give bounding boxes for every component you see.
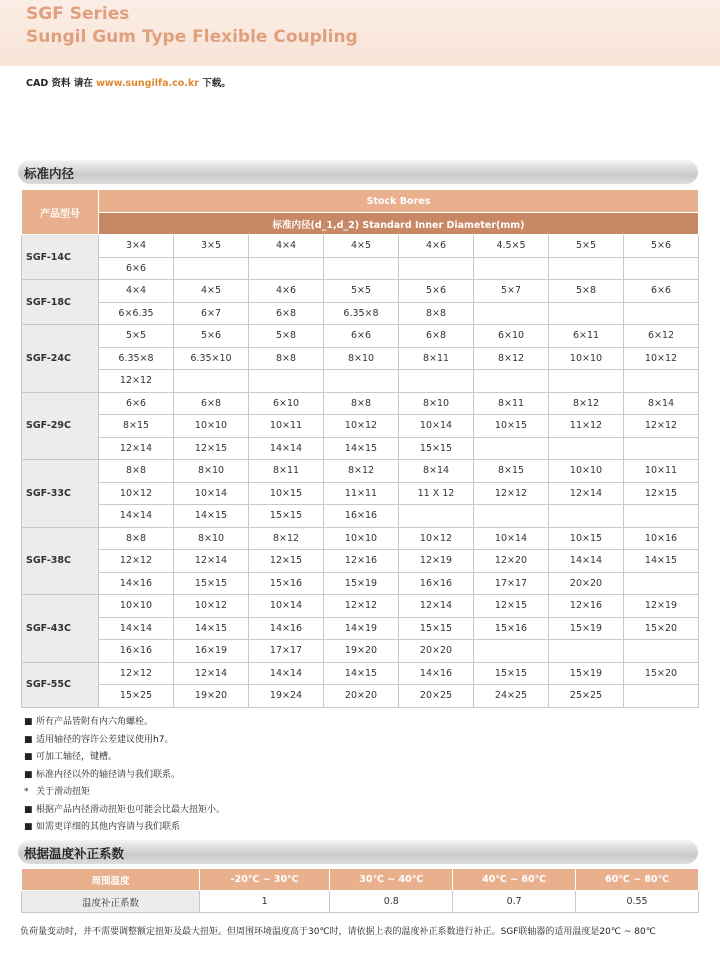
cad-suffix: 下载。: [198, 78, 231, 89]
temp-value-cell: 0.7: [453, 891, 576, 913]
bore-cell: 14×15: [174, 505, 249, 528]
bore-cell: 15×25: [99, 685, 174, 708]
bore-cell: 14×19: [324, 617, 399, 640]
bore-cell: 16×19: [174, 640, 249, 663]
table-row: [22, 437, 699, 460]
table-row: [22, 280, 699, 303]
bore-cell: 10×12: [324, 415, 399, 438]
bore-cell: 6×11: [549, 325, 624, 348]
table-row: [22, 505, 699, 528]
bore-cell: 10×10: [549, 460, 624, 483]
bore-cell: 6×6: [99, 257, 174, 280]
cad-download-note: [26, 75, 231, 89]
note-text: 可加工轴径，键槽。: [36, 752, 118, 762]
bore-cell: 15×15: [174, 572, 249, 595]
bore-cell: 15×15: [399, 617, 474, 640]
table-row: [22, 482, 699, 505]
bore-cell: 12×14: [399, 595, 474, 618]
bore-cell: 10×11: [624, 460, 699, 483]
bore-cell: 10×12: [174, 595, 249, 618]
bore-cell: 12×12: [474, 482, 549, 505]
bullet-icon: ■: [24, 734, 33, 745]
bore-cell: 8×8: [324, 392, 399, 415]
bore-cell: 12×12: [99, 550, 174, 573]
bore-cell: 14×14: [249, 437, 324, 460]
header-standard-inner-diameter: 标准内径(d_1,d_2) Standard Inner Diameter(mm): [99, 213, 699, 235]
bore-cell: [624, 302, 699, 325]
note-text: 如需更详细的其他内容请与我们联系: [36, 822, 181, 832]
bore-cell: 12×15: [174, 437, 249, 460]
table-row: [22, 685, 699, 708]
bore-cell: 8×11: [249, 460, 324, 483]
bore-cell: [624, 257, 699, 280]
bore-cell: 4×4: [99, 280, 174, 303]
bore-cell: 8×12: [474, 347, 549, 370]
bore-cell: 10×16: [624, 527, 699, 550]
bores-section-header: [18, 160, 698, 184]
bore-cell: 4×6: [399, 235, 474, 258]
bore-cell: 8×12: [249, 527, 324, 550]
bore-cell: 15×15: [399, 437, 474, 460]
bore-cell: 14×14: [249, 662, 324, 685]
bore-cell: 5×5: [324, 280, 399, 303]
bullet-icon: ■: [24, 752, 33, 762]
bore-cell: 8×12: [324, 460, 399, 483]
bore-cell: 10×10: [324, 527, 399, 550]
bore-cell: 14×15: [174, 617, 249, 640]
bore-cell: 4×5: [174, 280, 249, 303]
bullet-icon: ■: [24, 822, 33, 832]
note-text: 关于滑动扭矩: [36, 787, 91, 797]
bore-cell: [474, 505, 549, 528]
bore-cell: 4×4: [249, 235, 324, 258]
bore-cell: [324, 257, 399, 280]
bore-cell: [474, 302, 549, 325]
table-row: [22, 640, 699, 663]
bore-cell: 20×20: [399, 640, 474, 663]
bore-cell: 15×16: [474, 617, 549, 640]
bore-cell: 12×14: [549, 482, 624, 505]
bore-cell: 5×7: [474, 280, 549, 303]
bore-cell: 12×15: [624, 482, 699, 505]
bore-cell: 14×15: [324, 437, 399, 460]
bore-cell: [624, 640, 699, 663]
bore-cell: 12×12: [624, 415, 699, 438]
bore-cell: 10×15: [474, 415, 549, 438]
table-row: [22, 257, 699, 280]
temp-header-cell: 40℃ ~ 60℃: [453, 869, 576, 891]
note-text: 适用轴径的容许公差建议使用h7。: [36, 734, 174, 745]
bore-cell: [249, 370, 324, 393]
table-row: [22, 415, 699, 438]
model-name: SGF-38C: [22, 527, 99, 595]
footer-note: 负荷量变动时，并不需要调整额定扭矩及最大扭矩。但周围环境温度高于30℃时，请依据上表的温度补正系数进行补正。SGF联轴器的适用温度是20℃ ~ 80℃: [20, 927, 656, 937]
bore-cell: 12×12: [324, 595, 399, 618]
bore-cell: 5×8: [549, 280, 624, 303]
table-row: [22, 617, 699, 640]
bore-cell: 6.35×8: [324, 302, 399, 325]
bore-cell: 6×10: [474, 325, 549, 348]
note-text: 所有产品皆附有内六角螺栓。: [36, 717, 154, 727]
bore-cell: [474, 437, 549, 460]
table-row: [22, 392, 699, 415]
bore-cell: [249, 257, 324, 280]
bore-cell: 6×10: [249, 392, 324, 415]
bore-cell: 10×10: [99, 595, 174, 618]
bore-cell: [474, 257, 549, 280]
bore-cell: 6×7: [174, 302, 249, 325]
bore-cell: 20×20: [549, 572, 624, 595]
bore-cell: 10×15: [249, 482, 324, 505]
note-item: [24, 819, 225, 837]
bore-cell: 19×20: [324, 640, 399, 663]
table-row: [22, 347, 699, 370]
note-text: 根据产品内径滑动扭矩也可能会比最大扭矩小。: [36, 804, 226, 815]
model-name: SGF-33C: [22, 460, 99, 528]
bore-cell: [549, 370, 624, 393]
bore-cell: 25×25: [549, 685, 624, 708]
bore-cell: 16×16: [99, 640, 174, 663]
bore-cell: 6×8: [174, 392, 249, 415]
bore-cell: 10×12: [399, 527, 474, 550]
note-item: [24, 767, 225, 785]
bore-cell: 12×20: [474, 550, 549, 573]
bore-cell: 6×6: [624, 280, 699, 303]
bore-cell: 12×16: [324, 550, 399, 573]
table-row: [22, 370, 699, 393]
table-row: [22, 325, 699, 348]
bore-cell: [549, 505, 624, 528]
bore-cell: 5×6: [399, 280, 474, 303]
bore-cell: [549, 302, 624, 325]
bullet-icon: ■: [24, 717, 33, 727]
temp-row-label: 温度补正系数: [22, 891, 200, 913]
bore-cell: [549, 257, 624, 280]
bore-cell: 3×5: [174, 235, 249, 258]
bore-cell: 6×12: [624, 325, 699, 348]
bore-cell: 12×19: [399, 550, 474, 573]
bore-cell: 8×11: [474, 392, 549, 415]
bore-cell: 5×6: [174, 325, 249, 348]
website-link[interactable]: www.sungilfa.co.kr: [96, 78, 199, 89]
bore-cell: 12×14: [174, 662, 249, 685]
cad-prefix: CAD 资料 请在: [26, 78, 97, 89]
table-row: [22, 460, 699, 483]
bore-cell: 10×12: [624, 347, 699, 370]
bore-cell: 10×10: [174, 415, 249, 438]
bore-cell: 10×14: [174, 482, 249, 505]
bore-cell: [624, 437, 699, 460]
bore-cell: 14×15: [324, 662, 399, 685]
model-name: SGF-18C: [22, 280, 99, 325]
bore-cell: 14×14: [99, 617, 174, 640]
bore-cell: [174, 370, 249, 393]
temp-section-title: 根据温度补正系数: [24, 846, 125, 861]
model-name: SGF-43C: [22, 595, 99, 663]
bore-cell: 17×17: [249, 640, 324, 663]
bore-cell: 4×6: [249, 280, 324, 303]
header-stock-bores: Stock Bores: [99, 190, 699, 213]
bore-cell: [399, 257, 474, 280]
table-row: [22, 302, 699, 325]
model-name: SGF-55C: [22, 662, 99, 707]
bullet-icon: *: [24, 787, 29, 797]
bore-cell: 11×12: [549, 415, 624, 438]
table-row: [22, 595, 699, 618]
bore-cell: [474, 370, 549, 393]
bore-cell: [399, 505, 474, 528]
note-item: [24, 802, 225, 820]
bore-cell: 6×6.35: [99, 302, 174, 325]
notes-list: [24, 714, 225, 837]
temp-value-cell: 0.55: [576, 891, 699, 913]
bore-cell: 12×12: [99, 370, 174, 393]
temp-header-cell: 周围温度: [22, 869, 200, 891]
model-name: SGF-29C: [22, 392, 99, 460]
bores-section-title: 标准内径: [24, 166, 75, 181]
bore-cell: 12×15: [249, 550, 324, 573]
bullet-icon: ■: [24, 804, 33, 815]
bore-cell: 12×19: [624, 595, 699, 618]
header-model: 产品型号: [22, 190, 99, 235]
bore-cell: 15×15: [249, 505, 324, 528]
table-row: [22, 235, 699, 258]
bore-cell: 8×8: [399, 302, 474, 325]
temp-value-cell: 1: [200, 891, 330, 913]
bore-cell: 5×6: [624, 235, 699, 258]
temp-header-cell: 60℃ ~ 80℃: [576, 869, 699, 891]
bore-cell: 8×15: [99, 415, 174, 438]
bore-cell: 8×11: [399, 347, 474, 370]
bore-cell: [549, 437, 624, 460]
note-item: [24, 784, 225, 802]
bore-cell: 8×12: [549, 392, 624, 415]
bore-cell: 8×10: [174, 460, 249, 483]
bore-cell: 6×6: [99, 392, 174, 415]
bullet-icon: ■: [24, 769, 33, 780]
bore-cell: 11 X 12: [399, 482, 474, 505]
bore-cell: [399, 370, 474, 393]
bore-cell: [624, 685, 699, 708]
bore-cell: 10×12: [99, 482, 174, 505]
bore-cell: 12×14: [174, 550, 249, 573]
note-item: [24, 732, 225, 750]
bore-cell: 19×24: [249, 685, 324, 708]
bore-cell: 6.35×10: [174, 347, 249, 370]
bore-cell: 8×8: [249, 347, 324, 370]
bore-cell: 24×25: [474, 685, 549, 708]
bore-cell: 14×16: [99, 572, 174, 595]
model-name: SGF-24C: [22, 325, 99, 393]
bore-cell: 14×16: [399, 662, 474, 685]
temperature-correction-table: [21, 868, 699, 913]
bore-cell: [624, 370, 699, 393]
bore-cell: 14×15: [624, 550, 699, 573]
bore-cell: 12×12: [99, 662, 174, 685]
stock-bores-table: [21, 189, 699, 708]
bore-cell: 8×10: [324, 347, 399, 370]
note-item: [24, 749, 225, 767]
note-text: 标准内径以外的轴径请与我们联系。: [36, 769, 181, 780]
bore-cell: 8×14: [624, 392, 699, 415]
bore-cell: 5×5: [549, 235, 624, 258]
bore-cell: 12×16: [549, 595, 624, 618]
temp-header-cell: -20℃ ~ 30℃: [200, 869, 330, 891]
bore-cell: 16×16: [399, 572, 474, 595]
bore-cell: 14×16: [249, 617, 324, 640]
bore-cell: 14×14: [549, 550, 624, 573]
bore-cell: 15×16: [249, 572, 324, 595]
model-name: SGF-14C: [22, 235, 99, 280]
bore-cell: 20×20: [324, 685, 399, 708]
temp-header-cell: 30℃ ~ 40℃: [330, 869, 453, 891]
bore-cell: [474, 640, 549, 663]
product-title: Sungil Gum Type Flexible Coupling: [26, 27, 358, 47]
bore-cell: [624, 505, 699, 528]
bore-cell: 10×11: [249, 415, 324, 438]
bore-cell: 16×16: [324, 505, 399, 528]
bore-cell: 15×19: [549, 662, 624, 685]
bore-cell: 8×10: [174, 527, 249, 550]
bore-cell: 6.35×8: [99, 347, 174, 370]
bore-cell: 6×8: [249, 302, 324, 325]
table-row: [22, 550, 699, 573]
bore-cell: 8×8: [99, 460, 174, 483]
bore-cell: 6×6: [324, 325, 399, 348]
bore-cell: 10×14: [249, 595, 324, 618]
bore-cell: 10×10: [549, 347, 624, 370]
page-header: [0, 0, 720, 66]
bore-cell: [174, 257, 249, 280]
bore-cell: 10×14: [474, 527, 549, 550]
bore-cell: 15×19: [324, 572, 399, 595]
bore-cell: 15×15: [474, 662, 549, 685]
bore-cell: 5×8: [249, 325, 324, 348]
bore-cell: 12×15: [474, 595, 549, 618]
bore-cell: 10×14: [399, 415, 474, 438]
bore-cell: 8×14: [399, 460, 474, 483]
bore-cell: 3×4: [99, 235, 174, 258]
bore-cell: [549, 640, 624, 663]
bore-cell: 15×20: [624, 662, 699, 685]
temp-value-cell: 0.8: [330, 891, 453, 913]
bore-cell: 17×17: [474, 572, 549, 595]
table-row: [22, 527, 699, 550]
bore-cell: 10×15: [549, 527, 624, 550]
bore-cell: [324, 370, 399, 393]
table-row: [22, 662, 699, 685]
bore-cell: 19×20: [174, 685, 249, 708]
series-title: SGF Series: [26, 4, 130, 24]
bore-cell: 4×5: [324, 235, 399, 258]
temp-section-header: [18, 840, 698, 864]
bore-cell: 8×15: [474, 460, 549, 483]
bore-cell: 12×14: [99, 437, 174, 460]
note-item: [24, 714, 225, 732]
bore-cell: 4.5×5: [474, 235, 549, 258]
bore-cell: 15×20: [624, 617, 699, 640]
bore-cell: 8×8: [99, 527, 174, 550]
table-row: [22, 572, 699, 595]
bore-cell: 5×5: [99, 325, 174, 348]
bore-cell: 11×11: [324, 482, 399, 505]
bore-cell: 20×25: [399, 685, 474, 708]
bore-cell: 14×14: [99, 505, 174, 528]
bore-cell: 8×10: [399, 392, 474, 415]
bore-cell: 6×8: [399, 325, 474, 348]
bore-cell: [624, 572, 699, 595]
bore-cell: 15×19: [549, 617, 624, 640]
